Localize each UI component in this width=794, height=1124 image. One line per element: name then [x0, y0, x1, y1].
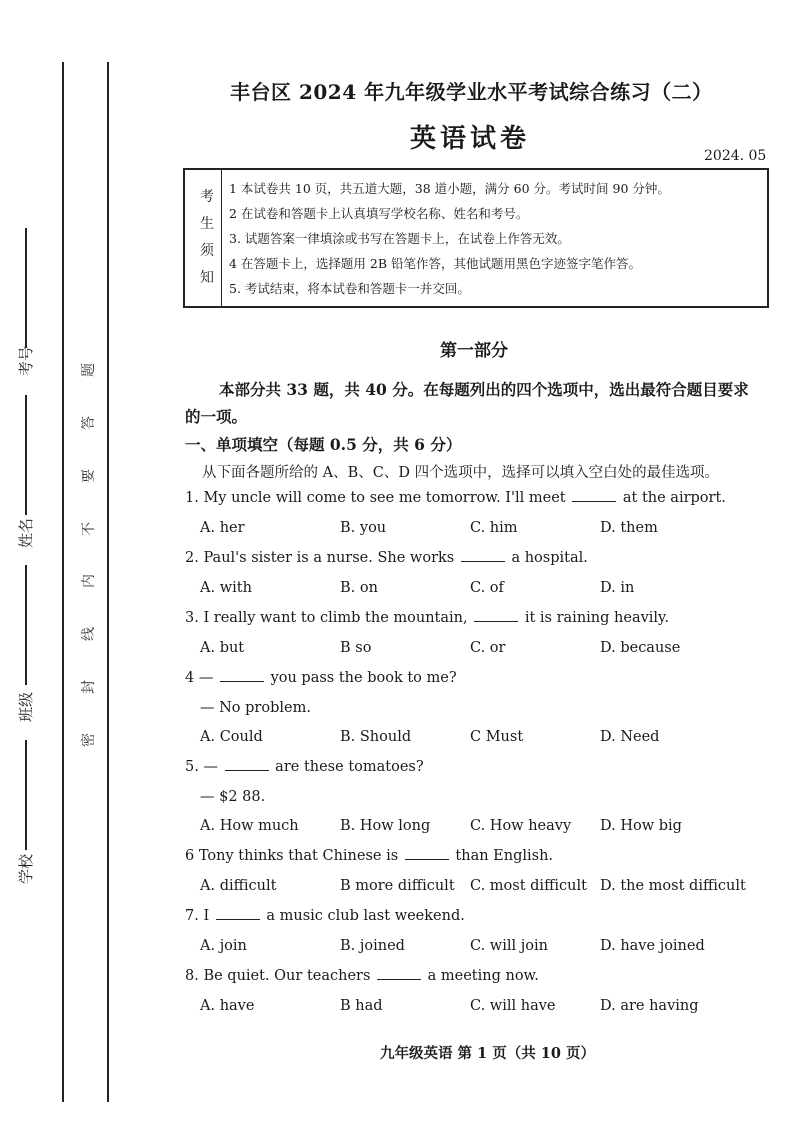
seal-char: 要 — [81, 468, 97, 483]
answer-option: B. How long — [340, 818, 431, 834]
seal-char: 密 — [81, 732, 97, 747]
answer-option: D. have joined — [600, 938, 705, 954]
question-text-after: you pass the book to me? — [270, 670, 457, 686]
question-stem — [185, 670, 457, 686]
question-text-before: 3. I really want to climb the mountain, — [185, 610, 468, 626]
question-text-after: than English. — [455, 848, 554, 864]
answer-option: D. because — [600, 640, 681, 656]
seal-char: 答 — [81, 415, 97, 430]
answer-option: C Must — [470, 729, 524, 745]
answer-option: D. in — [600, 580, 635, 596]
answer-option: C. most difficult — [470, 878, 587, 894]
exam-number-label: 考号 — [17, 345, 35, 376]
section-description: 从下面各题所给的 A、B、C、D 四个选项中，选择可以填入空白处的最佳选项。 — [202, 465, 720, 481]
question-text-before: 2. Paul's sister is a nurse. She works — [185, 550, 455, 566]
candidate-notice-box — [183, 168, 769, 308]
notice-heading-char: 生 — [200, 216, 214, 232]
answer-option: C. will join — [470, 938, 548, 954]
question-text-after: it is raining heavily. — [524, 610, 669, 626]
seal-char: 线 — [81, 627, 97, 642]
part-intro: 本部分共 33 题，共 40 分。在每题列出的四个选项中，选出最符合题目要求的一项。 — [185, 380, 749, 426]
seal-line-text — [80, 360, 96, 750]
answer-blank — [474, 621, 518, 622]
seal-char: 内 — [81, 574, 97, 589]
answer-option: C. of — [470, 580, 504, 596]
answer-blank — [405, 859, 449, 860]
school-label: 学校 — [17, 853, 35, 884]
answer-option: B. Should — [340, 729, 412, 745]
answer-option: C. him — [470, 520, 518, 536]
binding-line-outer — [62, 62, 64, 1102]
question-stem — [185, 550, 588, 566]
question-stem — [185, 759, 424, 775]
answer-option: A. join — [200, 938, 247, 954]
answer-option: A. Could — [200, 729, 263, 745]
question-stem — [185, 908, 465, 924]
section-heading: 一、单项填空（每题 0.5 分，共 6 分） — [185, 435, 462, 454]
notice-item: 4 在答题卡上，选择题用 2B 铅笔作答，其他试题用黑色字迹签字笔作答。 — [229, 256, 642, 271]
answer-option: B. you — [340, 520, 387, 536]
notice-list — [229, 176, 670, 301]
answer-blank — [216, 919, 260, 920]
question-text-after: at the airport. — [622, 490, 726, 506]
question-text-after: a hospital. — [511, 550, 588, 566]
question-stem — [185, 968, 539, 984]
answer-option: B so — [340, 640, 372, 656]
question-stem — [185, 848, 553, 864]
answer-blank — [225, 770, 269, 771]
question-text-before: 5. — — [185, 759, 218, 775]
question-reply: — No problem. — [200, 700, 311, 716]
answer-blank — [220, 681, 264, 682]
answer-option: D. Need — [600, 729, 660, 745]
notice-heading-char: 须 — [200, 243, 214, 259]
question-text-after: a music club last weekend. — [266, 908, 465, 924]
question-text-after: are these tomatoes? — [275, 759, 424, 775]
answer-blank — [572, 501, 616, 502]
answer-option: C. will have — [470, 998, 556, 1014]
exam-number-field-line — [25, 228, 27, 348]
school-field-line — [25, 740, 27, 850]
notice-heading-char: 考 — [200, 189, 214, 205]
answer-option: D. them — [600, 520, 658, 536]
notice-heading-char: 知 — [200, 270, 214, 286]
binding-line-inner — [107, 62, 109, 1102]
answer-option: B had — [340, 998, 383, 1014]
answer-option: A. difficult — [200, 878, 277, 894]
question-text-before: 7. I — [185, 908, 210, 924]
page-footer: 九年级英语 第 1 页（共 10 页） — [380, 1045, 596, 1062]
class-label: 班级 — [17, 691, 35, 722]
question-text-before: 1. My uncle will come to see me tomorrow. I'll meet — [185, 490, 566, 506]
notice-item: 2 在试卷和答题卡上认真填写学校名称、姓名和考号。 — [229, 206, 529, 221]
answer-option: C. How heavy — [470, 818, 572, 834]
question-stem — [185, 490, 726, 506]
notice-item: 1 本试卷共 10 页，共五道大题，38 道小题，满分 60 分。考试时间 90 分钟。 — [229, 181, 670, 196]
name-field-line — [25, 395, 27, 515]
answer-option: A. with — [200, 580, 252, 596]
answer-blank — [377, 979, 421, 980]
notice-item: 3. 试题答案一律填涂或书写在答题卡上，在试卷上作答无效。 — [229, 231, 570, 246]
answer-option: D. the most difficult — [600, 878, 746, 894]
question-text-after: a meeting now. — [427, 968, 539, 984]
question-text-before: 4 — — [185, 670, 214, 686]
class-field-line — [25, 565, 27, 685]
notice-item: 5. 考试结束，将本试卷和答题卡一并交回。 — [229, 281, 470, 296]
answer-option: D. are having — [600, 998, 699, 1014]
answer-option: A. but — [200, 640, 245, 656]
seal-char: 封 — [81, 680, 97, 695]
question-stem — [185, 610, 669, 626]
notice-heading — [193, 170, 222, 306]
answer-option: A. have — [200, 998, 255, 1014]
answer-option: B more difficult — [340, 878, 455, 894]
seal-char: 不 — [81, 521, 97, 536]
seal-char: 题 — [81, 363, 97, 377]
exam-date: 2024. 05 — [704, 148, 767, 164]
question-text-before: 6 Tony thinks that Chinese is — [185, 848, 399, 864]
answer-option: D. How big — [600, 818, 682, 834]
answer-option: A. How much — [200, 818, 299, 834]
answer-option: B. joined — [340, 938, 405, 954]
answer-option: C. or — [470, 640, 506, 656]
answer-option: A. her — [200, 520, 245, 536]
question-text-before: 8. Be quiet. Our teachers — [185, 968, 371, 984]
question-reply: — $2 88. — [200, 789, 266, 805]
exam-title: 丰台区 2024 年九年级学业水平考试综合练习（二） — [230, 80, 713, 104]
part-title: 第一部分 — [440, 341, 508, 361]
name-label: 姓名 — [17, 517, 35, 548]
exam-subtitle: 英语试卷 — [410, 124, 531, 154]
answer-option: B. on — [340, 580, 378, 596]
answer-blank — [461, 561, 505, 562]
